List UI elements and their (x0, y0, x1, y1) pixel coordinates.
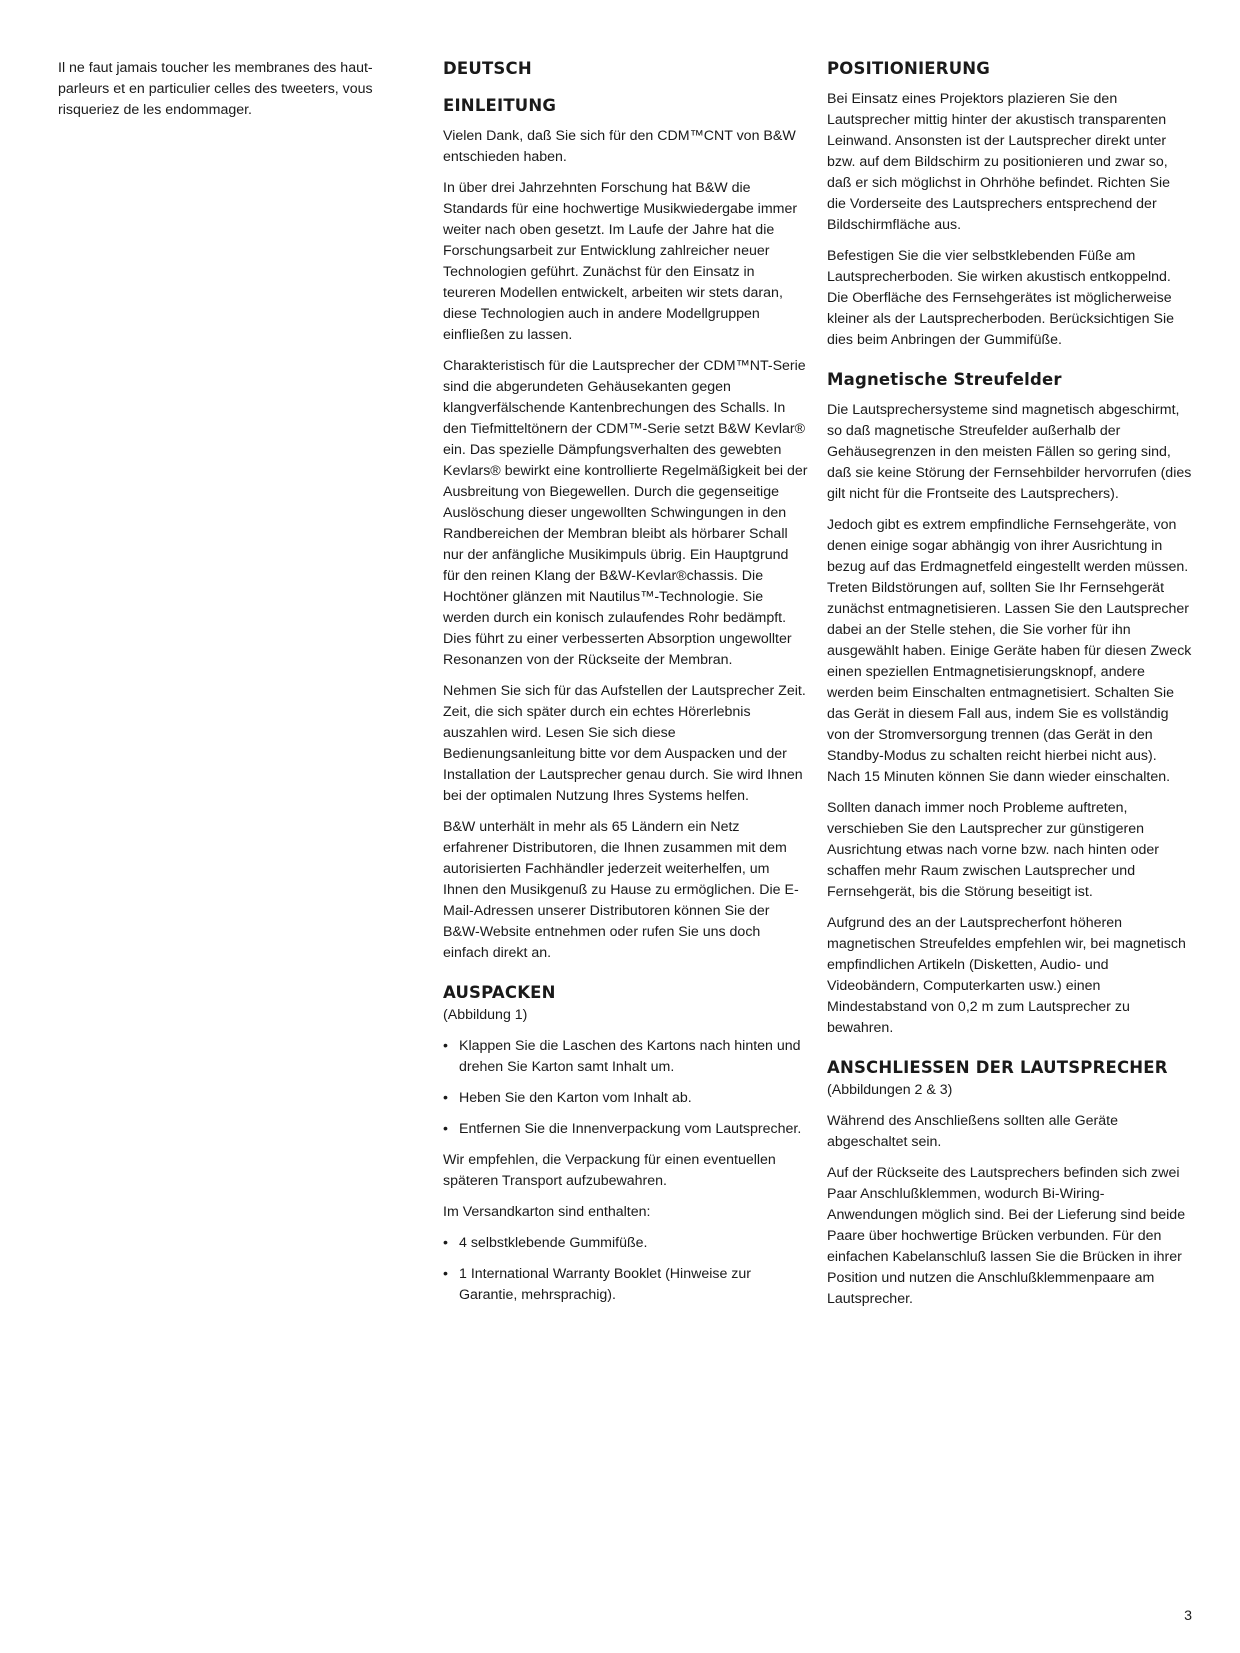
positionierung-paragraph: Bei Einsatz eines Projektors plazieren Sie den Lautsprecher mittig hinter der akustisch transparenten Leinwand. Ansonsten ist der Lautsprecher direkt unter bzw. auf dem Bildschirm zu positionieren und zwar so, daß er sich möglichst in Ohrhöhe befindet. Richten Sie die Vorderseite des Lautsprechers entsprechend der Bildschirmfläche aus. (827, 91, 1171, 233)
anschluss-heading: ANSCHLIESSEN DER LAUTSPRECHER (827, 1058, 1168, 1077)
language-heading: DEUTSCH (443, 59, 532, 78)
einleitung-paragraph: Nehmen Sie sich für das Aufstellen der Lautsprecher Zeit. Zeit, die sich später durch ein echtes Hörerlebnis auszahlen wird. Lesen Sie sich diese Bedienungsanleitung bitte vor dem Auspacken und der Installation der Lautsprecher genau durch. Sie wird Ihnen bei der optimalen Nutzung Ihres Systems helfen. (443, 683, 806, 804)
french-warning-paragraph: Il ne faut jamais toucher les membranes des haut-parleurs et en particulier celles des tweeters, vous risqueriez de les endommager. (58, 60, 373, 118)
magnet-paragraph: Aufgrund des an der Lautsprecherfont höheren magnetischen Streufeldes empfehlen wir, bei magnetisch empfindlichen Artikeln (Disketten, Audio- und Videobändern, Computerkarten usw.) einen Mindestabstand von 0,2 m zum Lautsprecher zu bewahren. (827, 915, 1186, 1036)
list-item: • Klappen Sie die Laschen des Kartons nach hinten und drehen Sie Karton samt Inhalt um. (443, 1036, 808, 1078)
einleitung-paragraph: In über drei Jahrzehnten Forschung hat B&W die Standards für eine hochwertige Musikwiedergabe immer weiter nach oben gesetzt. Im Laufe der Jahre hat die Forschungsarbeit zur Entwicklung zahlreicher neuer Technologien geführt. Zunächst für den Einsatz in teureren Modellen entwickelt, arbeiten wir stets daran, diese Technologien auch in andere Modellgruppen einfließen zu lassen. (443, 180, 798, 343)
positionierung-heading: POSITIONIERUNG (827, 59, 991, 78)
positionierung-paragraph: Befestigen Sie die vier selbstklebenden Füße am Lautsprecherboden. Sie wirken akustisch entkoppelnd. Die Oberfläche des Fernsehgerätes ist möglicherweise kleiner als der Lautsprecherboden. Berücksichtigen Sie dies beim Anbringen der Gummifüße. (827, 248, 1175, 348)
anschluss-figure-ref: (Abbildungen 2 & 3) (827, 1082, 953, 1098)
magnet-paragraph: Sollten danach immer noch Probleme auftreten, verschieben Sie den Lautsprecher zur günstigeren Ausrichtung etwas nach vorne bzw. nach hinten oder schaffen mehr Raum zwischen Lautsprecher und Fernsehgerät, bis die Störung beseitigt ist. (827, 800, 1160, 900)
auspacken-steps-list (443, 1036, 808, 1140)
list-item: • Heben Sie den Karton vom Inhalt ab. (443, 1088, 808, 1109)
anschluss-paragraph: Während des Anschließens sollten alle Geräte abgeschaltet sein. (827, 1113, 1119, 1150)
list-item: • 1 International Warranty Booklet (Hinweise zur Garantie, mehrsprachig). (443, 1264, 808, 1306)
contents-intro: Im Versandkarton sind enthalten: (443, 1204, 651, 1220)
einleitung-paragraph: B&W unterhält in mehr als 65 Ländern ein Netz erfahrener Distributoren, die Ihnen zusammen mit dem autorisierten Fachhändler jederzeit weiterhelfen, um Ihnen den Musikgenuß zu Hause zu ermöglichen. Die E-Mail-Adressen unserer Distributoren können Sie der B&W-Website entnehmen oder rufen Sie uns doch einfach direkt an. (443, 819, 799, 961)
magnet-paragraph: Jedoch gibt es extrem empfindliche Fernsehgeräte, von denen einige sogar abhängig von ihrer Ausrichtung in bezug auf das Erdmagnetfeld eingestellt werden müssen. Treten Bildstörungen auf, sollten Sie Ihr Fernsehgerät zunächst entmagnetisieren. Lassen Sie den Lautsprecher dabei an der Stelle stehen, die Sie vorher für ihn ausgewählt haben. Einige Geräte haben für diesen Zweck einen speziellen Entmagnetisierungsknopf, andere werden beim Einschalten entmagnetisiert. Schalten Sie das Gerät in diesem Fall aus, indem Sie es vollständig von der Stromversorgung trennen (das Gerät in den Standby-Modus zu schalten reicht hierbei nicht aus). Nach 15 Minuten können Sie dann wieder einschalten. (827, 517, 1192, 785)
auspacken-figure-ref: (Abbildung 1) (443, 1007, 528, 1023)
list-item: • Entfernen Sie die Innenverpackung vom Lautsprecher. (443, 1119, 808, 1140)
anschluss-paragraph: Auf der Rückseite des Lautsprechers befinden sich zwei Paar Anschlußklemmen, wodurch Bi-Wiring-Anwendungen möglich sind. Bei der Lieferung sind beide Paare über hochwertige Brücken verbunden. Für den einfachen Kabelanschluß lassen Sie die Brücken in ihrer Position und nutzen die Anschlußklemmenpaare am Lautsprecher. (827, 1165, 1186, 1307)
einleitung-heading: EINLEITUNG (443, 96, 557, 115)
auspacken-note: Wir empfehlen, die Verpackung für einen eventuellen späteren Transport aufzubewahren. (443, 1152, 776, 1189)
list-item: • 4 selbstklebende Gummifüße. (443, 1233, 808, 1254)
magnet-heading: Magnetische Streufelder (827, 370, 1062, 389)
einleitung-paragraph: Vielen Dank, daß Sie sich für den CDM™CNT von B&W entschieden haben. (443, 128, 796, 165)
contents-list (443, 1233, 808, 1306)
column-left (58, 58, 423, 131)
einleitung-paragraph: Charakteristisch für die Lautsprecher der CDM™NT-Serie sind die abgerundeten Gehäusekanten gegen klangverfälschende Kantenbrechungen des Schalls. In den Tiefmitteltönern der CDM™-Serie setzt B&W Kevlar® ein. Das spezielle Dämpfungsverhalten des gewebten Kevlars® bewirkt eine kontrollierte Regelmäßigkeit bei der Ausbreitung von Biegewellen. Durch die gegenseitige Auslöschung dieser ungewollten Schwingungen in den Randbereichen der Membran bleibt als hörbarer Schall nur der anfängliche Musikimpuls übrig. Ein Hauptgrund für den reinen Klang der B&W-Kevlar®chassis. Die Hochtöner glänzen mit Nautilus™-Technologie. Sie werden durch ein konisch zulaufendes Rohr bedämpft. Dies führt zu einer verbesserten Absorption ungewollter Resonanzen von der Rückseite der Membran. (443, 358, 808, 668)
auspacken-heading: AUSPACKEN (443, 983, 556, 1002)
column-right (827, 58, 1192, 1320)
column-middle (443, 58, 808, 1316)
magnet-paragraph: Die Lautsprechersysteme sind magnetisch abgeschirmt, so daß magnetische Streufelder außerhalb der Gehäusegrenzen in den meisten Fällen so gering sind, daß sie keine Störung der Fernsehbilder hervorrufen (dies gilt nicht für die Frontseite des Lautsprechers). (827, 402, 1192, 502)
page-number: 3 (1184, 1608, 1192, 1624)
